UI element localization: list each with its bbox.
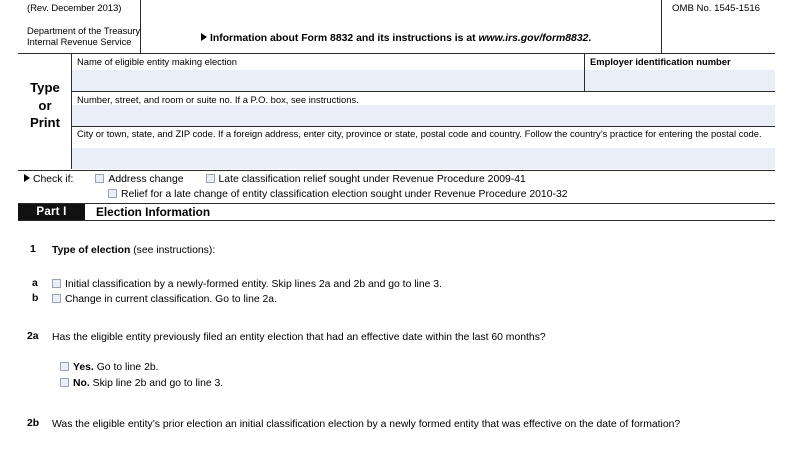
type-or-print-cell: [18, 54, 72, 169]
header-left-cell: [18, 0, 141, 53]
line-2a-yes-row: [60, 361, 159, 374]
check-if-label: Check if:: [33, 174, 74, 185]
part-1-tag: Part I: [18, 204, 85, 220]
checkbox-change-classification[interactable]: [52, 294, 61, 303]
line-2a-question: Has the eligible entity previously filed an entity election that had an effective date within the last 60 months?: [52, 332, 546, 343]
checkbox-2a-yes[interactable]: [60, 362, 69, 371]
irs-url-link[interactable]: www.irs.gov/form8832: [478, 33, 589, 44]
triangle-right-icon: [201, 33, 207, 41]
department-line-1: Department of the Treasury: [27, 26, 141, 36]
part-1-title: Election Information: [96, 205, 211, 219]
street-address-row: [72, 91, 775, 126]
form-header-strip: [18, 0, 775, 53]
check-if-option-late-relief: Late classification relief sought under Revenue Procedure 2009-41: [218, 174, 526, 185]
type-or-print-line-1: Type: [30, 80, 60, 95]
checkbox-late-classification-relief[interactable]: [206, 174, 215, 183]
line-2a-no-rest: Skip line 2b and go to line 3.: [92, 378, 224, 389]
city-address-row: [72, 126, 775, 169]
instructions-prefix: Information about Form 8832 and its instructions is at: [210, 33, 479, 44]
header-right-cell: [662, 0, 775, 53]
part-1-band: [18, 203, 775, 221]
triangle-right-icon: [24, 174, 30, 182]
street-address-input[interactable]: [72, 105, 775, 126]
header-middle-cell: [141, 0, 662, 53]
revision-date: (Rev. December 2013): [27, 3, 122, 14]
agency-name: [27, 26, 140, 48]
instructions-suffix: .: [588, 33, 592, 44]
line-2a-yes-rest: Go to line 2b.: [96, 362, 159, 373]
check-if-block: [18, 170, 775, 203]
check-if-line-2: [108, 189, 568, 200]
line-1a-row: [52, 278, 442, 291]
line-2a-no-row: [60, 377, 223, 390]
line-1-label: [52, 244, 215, 257]
line-1b-row: [52, 293, 277, 306]
street-address-caption: Number, street, and room or suite no. If a P.O. box, see instructions.: [77, 94, 359, 105]
omb-number: OMB No. 1545-1516: [672, 3, 760, 14]
line-1b-letter: b: [32, 293, 39, 304]
ein-caption: Employer identification number: [590, 56, 731, 67]
ein-cell: [585, 54, 775, 91]
line-1a-text: Initial classification by a newly-formed entity. Skip lines 2a and 2b and go to line 3.: [65, 279, 442, 290]
checkbox-initial-classification[interactable]: [52, 279, 61, 288]
entity-name-caption: Name of eligible entity making election: [77, 56, 237, 67]
line-1-number: 1: [30, 244, 36, 255]
checkbox-late-change-relief[interactable]: [108, 189, 117, 198]
city-address-caption: City or town, state, and ZIP code. If a foreign address, enter city, province or state, postal code and country. Follow the country’s practice for entering the postal code.: [77, 128, 762, 139]
check-if-option-late-change: Relief for a late change of entity classification election sought under Revenue Procedure 2010-32: [121, 189, 568, 200]
check-if-option-address-change: Address change: [108, 174, 184, 185]
line-1b-text: Change in current classification. Go to line 2a.: [65, 294, 277, 305]
type-or-print-line-2: or: [38, 97, 52, 113]
line-2a-no-label: No.: [73, 378, 90, 389]
instructions-link-line: [201, 33, 591, 44]
line-2a-yes-label: Yes.: [73, 362, 94, 373]
line-2b-number: 2b: [27, 418, 40, 429]
type-or-print-line-3: Print: [29, 115, 61, 130]
line-1-label-bold: Type of election: [52, 245, 131, 256]
city-address-input[interactable]: [72, 148, 775, 169]
line-2b-question: Was the eligible entity’s prior election an initial classification election by a newly formed entity that was effective on the date of formation?: [52, 419, 681, 430]
entity-name-input[interactable]: [72, 70, 584, 91]
type-or-print-label: [18, 79, 72, 132]
department-line-2: Internal Revenue Service: [27, 37, 132, 48]
line-1-label-rest: (see instructions):: [133, 245, 216, 256]
checkbox-address-change[interactable]: [95, 174, 104, 183]
ein-input[interactable]: [585, 70, 775, 91]
line-2a-number: 2a: [27, 331, 39, 342]
line-1a-letter: a: [32, 278, 38, 289]
checkbox-2a-no[interactable]: [60, 378, 69, 387]
check-if-line-1: [24, 174, 526, 185]
entity-information-block: [18, 53, 775, 170]
entity-name-cell: [72, 54, 585, 91]
entity-name-row: [72, 54, 775, 91]
